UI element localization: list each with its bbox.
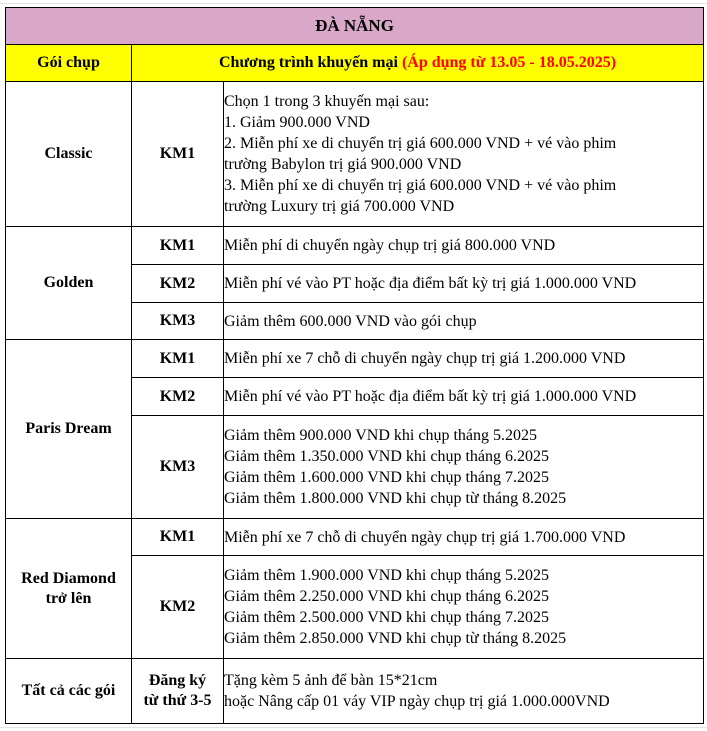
promo-description: Giảm thêm 600.000 VND vào gói chụp — [224, 303, 704, 340]
promo-description: Chọn 1 trong 3 khuyến mại sau: 1. Giảm 900.000 VND 2. Miễn phí xe di chuyển trị giá 600.000 VND + vé vào phim trường Babylon trị giá 900.000 VND 3. Miễn phí xe di chuyển trị giá 600.000 VND + vé vào phim trường Luxury trị giá 700.000 VND — [224, 82, 704, 227]
header-program-note: (Áp dụng từ 13.05 - 18.05.2025) — [401, 54, 617, 71]
table-row — [6, 340, 704, 378]
table-row — [6, 82, 704, 227]
promo-description: Tặng kèm 5 ảnh để bàn 15*21cm hoặc Nâng cấp 01 váy VIP ngày chụp trị giá 1.000.000VND — [224, 659, 704, 724]
promo-code: KM3 — [132, 303, 224, 340]
table-row — [6, 519, 704, 556]
promo-code: KM1 — [132, 227, 224, 265]
table-title: ĐÀ NẴNG — [6, 8, 704, 45]
promo-code: KM3 — [132, 416, 224, 519]
promo-code: Đăng ký từ thứ 3-5 — [132, 659, 224, 724]
promo-code: KM2 — [132, 378, 224, 416]
promotion-table — [5, 7, 704, 724]
promo-description: Giảm thêm 900.000 VND khi chụp tháng 5.2025 Giảm thêm 1.350.000 VND khi chụp tháng 6.2025 Giảm thêm 1.600.000 VND khi chụp tháng 7.2025 Giảm thêm 1.800.000 VND khi chụp từ tháng 8.2025 — [224, 416, 704, 519]
header-package: Gói chụp — [6, 45, 132, 82]
promo-code: KM1 — [132, 519, 224, 556]
sheet-gridline — [0, 727, 707, 728]
package-name: Red Diamond trở lên — [6, 519, 132, 659]
promo-description: Miễn phí vé vào PT hoặc địa điểm bất kỳ trị giá 1.000.000 VND — [224, 265, 704, 303]
promo-code: KM2 — [132, 556, 224, 659]
promo-description: Miễn phí xe 7 chỗ di chuyển ngày chụp trị giá 1.200.000 VND — [224, 340, 704, 378]
promo-code: KM1 — [132, 82, 224, 227]
promo-description: Miễn phí di chuyển ngày chụp trị giá 800.000 VND — [224, 227, 704, 265]
package-name: Tất cả các gói — [6, 659, 132, 724]
header-program-label: Chương trình khuyến mại — [219, 54, 398, 71]
promo-code: KM1 — [132, 340, 224, 378]
promo-code: KM2 — [132, 265, 224, 303]
package-name: Classic — [6, 82, 132, 227]
sheet-gridline — [0, 3, 707, 4]
header-row — [6, 45, 704, 82]
table-row — [6, 659, 704, 724]
header-program — [132, 45, 704, 82]
promo-description: Miễn phí xe 7 chỗ di chuyển ngày chụp trị giá 1.700.000 VND — [224, 519, 704, 556]
promo-description: Giảm thêm 1.900.000 VND khi chụp tháng 5.2025 Giảm thêm 2.250.000 VND khi chụp tháng 6.2025 Giảm thêm 2.500.000 VND khi chụp tháng 7.2025 Giảm thêm 2.850.000 VND khi chụp từ tháng 8.2025 — [224, 556, 704, 659]
table-row — [6, 227, 704, 265]
package-name: Paris Dream — [6, 340, 132, 519]
title-row — [6, 8, 704, 45]
package-name: Golden — [6, 227, 132, 340]
promo-description: Miễn phí vé vào PT hoặc địa điểm bất kỳ trị giá 1.000.000 VND — [224, 378, 704, 416]
